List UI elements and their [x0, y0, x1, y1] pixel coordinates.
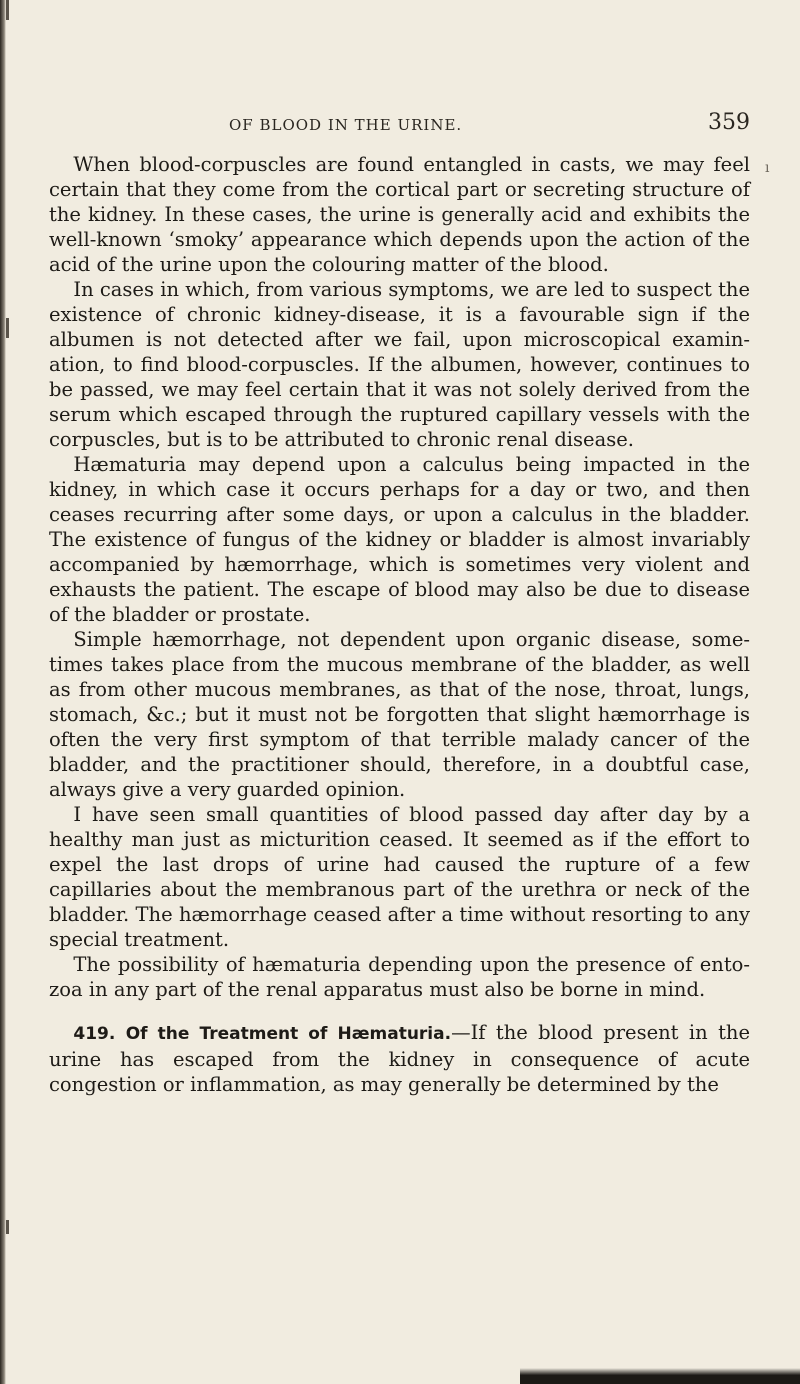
paragraph: I have seen small quantities of blood passed day after day by a healthy man just as micturition ceased. It seemed as if the effort to expel the last drops of urine had caused the rupture of a few capillaries about the membranous part of the urethra or neck of the bladder. The hæmorrhage ceased after a time without resorting to any special treatment. [49, 803, 750, 951]
section-title: Of the Treatment of Hæmaturia. [125, 1024, 452, 1044]
paragraph: In cases in which, from various symptoms, we are led to suspect the existence of chronic kidney-disease, it is a favourable sign if the albumen is not detected after we fail, upon microscopical examin-ation, to find blood-corpuscles. If the albumen, however, continues to be passed, we may feel certain that it was not solely derived from the serum which escaped through the ruptured capillary vessels with the corpuscles, but is to be attributed to chronic renal disease. [49, 278, 750, 451]
page-header [49, 110, 750, 136]
binding-notch-bottom [6, 1220, 9, 1234]
binding-notch-top [6, 0, 9, 20]
section-number: 419. [73, 1024, 116, 1044]
paragraph: The possibility of hæmaturia depending upon the presence of ento-zoa in any part of the renal apparatus must also be borne in mind. [49, 953, 750, 1001]
paragraph: Simple hæmorrhage, not dependent upon organic disease, some-times takes place from the mucous membrane of the bladder, as well as from other mucous membranes, as that of the nose, throat, lungs, stomach, &c.; but it must not be forgotten that slight hæmorrhage is often the very first symptom of that terrible malady cancer of the bladder, and the practitioner should, therefore, in a doubtful case, always give a very guarded opinion. [49, 628, 750, 801]
section-paragraph [49, 1020, 750, 1097]
paragraph: When blood-corpuscles are found entangled in casts, we may feel certain that they come from the cortical part or secreting structure of the kidney. In these cases, the urine is generally acid and exhibits the well-known ‘smoky’ appearance which depends upon the action of the acid of the urine upon the colouring matter of the blood. [49, 153, 750, 276]
paragraph: Hæmaturia may depend upon a calculus being impacted in the kidney, in which case it occurs perhaps for a day or two, and then ceases recurring after some days, or upon a calculus in the bladder. The existence of fungus of the kidney or bladder is almost invariably accompanied by hæmorrhage, which is sometimes very violent and exhausts the patient. The escape of blood may also be due to disease of the bladder or prostate. [49, 453, 750, 626]
running-head: OF BLOOD IN THE URINE. [229, 116, 463, 134]
section-text: —If the blood present in the urine has escaped from the kidney in consequence of acute congestion or inflammation, as may generally be determined by the [49, 1021, 750, 1096]
scan-shadow-bottom [520, 1368, 800, 1384]
page-number: 359 [708, 110, 750, 135]
margin-mark: ı [765, 160, 770, 176]
page-binding-edge [0, 0, 6, 1384]
body-text [49, 152, 750, 1097]
binding-notch [6, 318, 9, 338]
